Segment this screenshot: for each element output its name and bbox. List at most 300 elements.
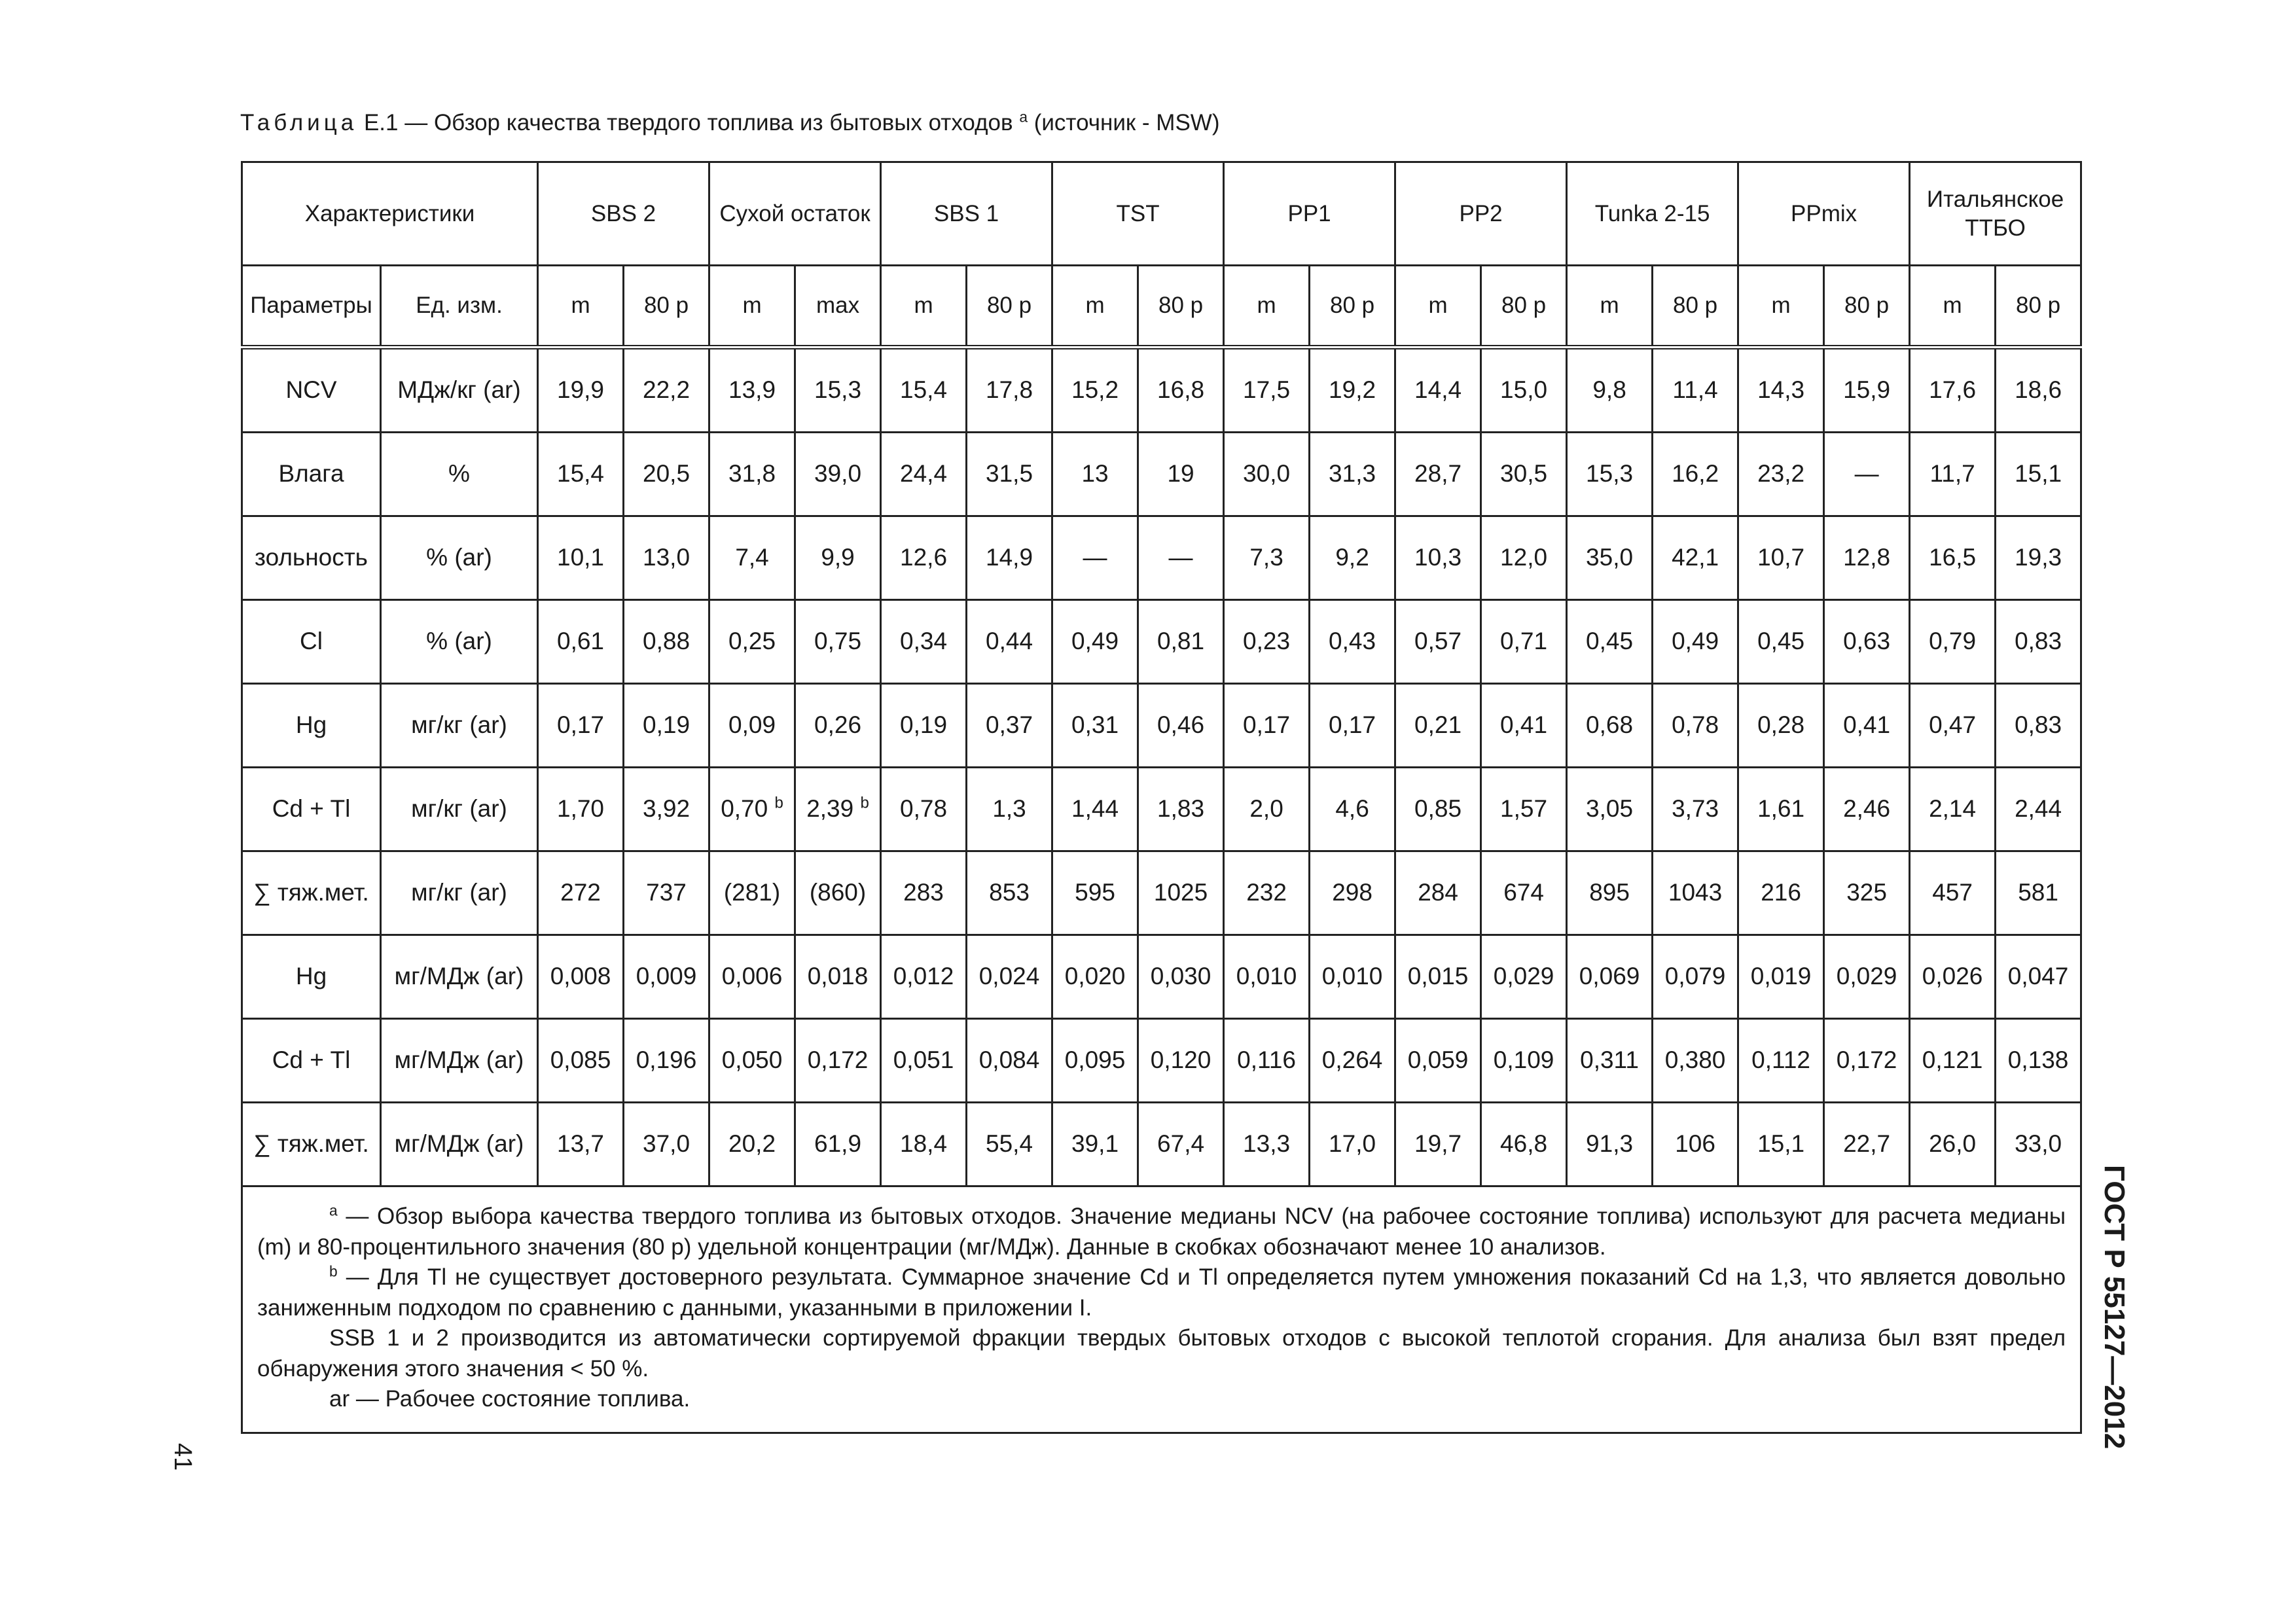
cell-value: 0,45 <box>1586 628 1634 655</box>
table-cell <box>1481 851 1567 935</box>
footnote-b-mark: b <box>329 1262 338 1280</box>
table-cell <box>1910 433 1996 516</box>
table-cell <box>1395 348 1481 433</box>
row-parameter: зольность <box>242 516 381 600</box>
table-cell <box>1224 433 1310 516</box>
cell-value: 0,079 <box>1664 963 1726 990</box>
cell-value: 0,051 <box>893 1046 954 1074</box>
cell-value: 7,3 <box>1249 544 1283 571</box>
table-row <box>242 516 2081 600</box>
cell-value: 61,9 <box>814 1130 862 1158</box>
header-subcol: max <box>795 266 881 348</box>
table-cell <box>1052 851 1138 935</box>
cell-value: 10,3 <box>1414 544 1462 571</box>
cell-value: 19,9 <box>557 376 605 404</box>
cell-value: 13,3 <box>1243 1130 1291 1158</box>
cell-value: 0,085 <box>550 1046 611 1074</box>
table-cell <box>624 600 709 684</box>
table-cell <box>1138 600 1224 684</box>
table-cell <box>1224 516 1310 600</box>
cell-value: 31,5 <box>986 460 1033 488</box>
table-cell <box>538 768 624 851</box>
cell-value: 0,069 <box>1579 963 1640 990</box>
table-cell <box>1481 516 1567 600</box>
header-subcol: m <box>881 266 967 348</box>
footnote-b-text: — Для Tl не существует достоверного результата. Суммарное значение Cd и Tl определяется путем умножения показаний Cd на 1,3, что является довольно заниженным подходом по сравнению с данными, указанными в приложении I. <box>257 1264 2066 1321</box>
cell-value: 0,380 <box>1664 1046 1726 1074</box>
table-cell <box>1824 348 1910 433</box>
table-cell <box>1738 600 1824 684</box>
cell-value: 0,008 <box>550 963 611 990</box>
cell-value: 0,138 <box>2007 1046 2069 1074</box>
table-cell <box>795 851 881 935</box>
table-cell <box>538 348 624 433</box>
table-cell <box>1738 348 1824 433</box>
table-cell <box>1910 516 1996 600</box>
table-cell <box>967 348 1052 433</box>
cell-value: 1043 <box>1668 879 1723 906</box>
footnote-b <box>257 1262 2066 1323</box>
cell-value: 0,172 <box>1836 1046 1897 1074</box>
cell-value: 2,46 <box>1843 795 1891 823</box>
cell-value: 0,019 <box>1750 963 1812 990</box>
table-cell <box>1395 935 1481 1019</box>
cell-value: 0,120 <box>1150 1046 1211 1074</box>
cell-value: 0,010 <box>1236 963 1297 990</box>
cell-value: 0,49 <box>1672 628 1719 655</box>
cell-value: 0,31 <box>1071 711 1119 739</box>
cell-value: 0,78 <box>1672 711 1719 739</box>
table-cell <box>967 1103 1052 1186</box>
table-cell <box>1910 1019 1996 1103</box>
header-subcol: 80 p <box>1310 266 1395 348</box>
table-cell <box>1996 768 2081 851</box>
cell-value: 0,050 <box>721 1046 783 1074</box>
table-cell <box>1481 600 1567 684</box>
header-group: PP2 <box>1395 162 1567 266</box>
cell-value: 0,34 <box>900 628 948 655</box>
cell-value: 3,92 <box>643 795 691 823</box>
cell-value: 737 <box>646 879 687 906</box>
header-subcol: 80 p <box>1996 266 2081 348</box>
table-cell <box>709 516 795 600</box>
cell-value: 0,116 <box>1237 1046 1296 1074</box>
cell-value: 0,112 <box>1751 1046 1810 1074</box>
table-cell <box>1224 600 1310 684</box>
table-cell <box>967 935 1052 1019</box>
table-cell <box>624 851 709 935</box>
cell-value: 0,015 <box>1407 963 1469 990</box>
cell-value: 7,4 <box>735 544 769 571</box>
header-subcol: 80 p <box>1138 266 1224 348</box>
table-cell <box>967 851 1052 935</box>
table-cell <box>1481 348 1567 433</box>
cell-value: 2,44 <box>2015 795 2062 823</box>
table-cell <box>709 684 795 768</box>
cell-value: 0,25 <box>728 628 776 655</box>
table-cell <box>967 516 1052 600</box>
table-cell <box>1052 1103 1138 1186</box>
table-cell <box>1310 935 1395 1019</box>
table-cell <box>1138 1019 1224 1103</box>
header-group: TST <box>1052 162 1224 266</box>
table-body <box>242 162 2081 1433</box>
cell-value: 0,006 <box>721 963 783 990</box>
table-cell <box>881 433 967 516</box>
table-cell <box>881 516 967 600</box>
row-unit: МДж/кг (ar) <box>381 348 538 433</box>
table-cell <box>1824 1103 1910 1186</box>
table-cell <box>1310 516 1395 600</box>
cell-value: 3,73 <box>1672 795 1719 823</box>
cell-value: 0,41 <box>1843 711 1891 739</box>
header-row-groups <box>242 162 2081 266</box>
table-cell <box>538 516 624 600</box>
cell-value: — <box>1083 544 1107 571</box>
table-cell <box>624 348 709 433</box>
table-cell <box>795 1103 881 1186</box>
table-cell <box>1996 935 2081 1019</box>
table-row <box>242 1103 2081 1186</box>
table-cell <box>1567 433 1653 516</box>
table-cell <box>1052 684 1138 768</box>
header-units: Ед. изм. <box>381 266 538 348</box>
row-parameter: Hg <box>242 684 381 768</box>
table-row <box>242 768 2081 851</box>
cell-value: 1,3 <box>992 795 1026 823</box>
cell-value: 0,109 <box>1493 1046 1554 1074</box>
table-cell <box>709 1103 795 1186</box>
cell-value: 0,059 <box>1407 1046 1469 1074</box>
table-cell <box>1224 684 1310 768</box>
table-cell <box>1481 935 1567 1019</box>
table-cell <box>1395 851 1481 935</box>
cell-value: 0,46 <box>1157 711 1205 739</box>
cell-value: 31,3 <box>1329 460 1376 488</box>
row-unit: мг/МДж (ar) <box>381 935 538 1019</box>
cell-value: 9,9 <box>821 544 855 571</box>
table-cell <box>1310 684 1395 768</box>
cell-value: 0,09 <box>728 711 776 739</box>
cell-value: 1025 <box>1153 879 1208 906</box>
row-unit: % <box>381 433 538 516</box>
cell-value: 26,0 <box>1929 1130 1977 1158</box>
table-cell <box>1567 1103 1653 1186</box>
table-row <box>242 1019 2081 1103</box>
cell-footnote-mark: b <box>860 794 869 813</box>
header-subcol: m <box>1738 266 1824 348</box>
table-cell <box>1653 600 1738 684</box>
table-cell <box>795 1019 881 1103</box>
cell-value: 0,172 <box>807 1046 869 1074</box>
cell-value: 216 <box>1761 879 1801 906</box>
row-unit: мг/МДж (ar) <box>381 1103 538 1186</box>
cell-value: 0,009 <box>636 963 697 990</box>
table-row <box>242 684 2081 768</box>
cell-value: 28,7 <box>1414 460 1462 488</box>
cell-value: 33,0 <box>2015 1130 2062 1158</box>
table-cell <box>709 768 795 851</box>
cell-value: 0,70 <box>721 795 768 823</box>
header-subcol: m <box>1395 266 1481 348</box>
header-group: Сухой остаток <box>709 162 881 266</box>
table-cell <box>1567 1019 1653 1103</box>
table-cell <box>795 600 881 684</box>
table-cell <box>881 348 967 433</box>
cell-value: 15,9 <box>1843 376 1891 404</box>
cell-value: 13,7 <box>557 1130 605 1158</box>
cell-value: 581 <box>2018 879 2058 906</box>
table-cell <box>1996 600 2081 684</box>
table-cell <box>1567 348 1653 433</box>
table-footnotes <box>242 1186 2081 1433</box>
table-cell <box>1910 348 1996 433</box>
table-cell <box>967 433 1052 516</box>
cell-value: 18,6 <box>2015 376 2062 404</box>
table-cell <box>967 684 1052 768</box>
cell-value: 0,83 <box>2015 711 2062 739</box>
cell-value: — <box>1854 460 1879 488</box>
table-cell <box>967 1019 1052 1103</box>
cell-value: 0,71 <box>1500 628 1548 655</box>
row-unit: мг/кг (ar) <box>381 768 538 851</box>
table-cell <box>1567 851 1653 935</box>
cell-value: 9,2 <box>1335 544 1369 571</box>
cell-value: 0,85 <box>1414 795 1462 823</box>
cell-value: 0,19 <box>900 711 948 739</box>
row-parameter: ∑ тяж.мет. <box>242 851 381 935</box>
cell-value: 0,030 <box>1150 963 1211 990</box>
table-cell <box>1653 1103 1738 1186</box>
cell-value: 0,121 <box>1922 1046 1983 1074</box>
row-parameter: ∑ тяж.мет. <box>242 1103 381 1186</box>
cell-value: 15,1 <box>2015 460 2062 488</box>
cell-value: 16,2 <box>1672 460 1719 488</box>
header-group: PP1 <box>1224 162 1395 266</box>
cell-value: 0,311 <box>1580 1046 1639 1074</box>
cell-value: 15,4 <box>557 460 605 488</box>
cell-value: 0,45 <box>1757 628 1805 655</box>
cell-value: 0,026 <box>1922 963 1983 990</box>
cell-value: 106 <box>1675 1130 1715 1158</box>
row-unit: мг/МДж (ar) <box>381 1019 538 1103</box>
footnote-a <box>257 1202 2066 1262</box>
cell-value: 46,8 <box>1500 1130 1548 1158</box>
cell-value: 674 <box>1503 879 1544 906</box>
table-cell <box>881 851 967 935</box>
table-cell <box>1738 851 1824 935</box>
table-cell <box>881 1019 967 1103</box>
table-cell <box>1910 851 1996 935</box>
cell-value: 0,012 <box>893 963 954 990</box>
row-unit: мг/кг (ar) <box>381 684 538 768</box>
cell-value: 0,75 <box>814 628 862 655</box>
caption-prefix: Таблица <box>240 110 358 135</box>
row-unit: мг/кг (ar) <box>381 851 538 935</box>
cell-value: 0,63 <box>1843 628 1891 655</box>
header-row-subcols <box>242 266 2081 348</box>
table-cell <box>1052 600 1138 684</box>
table-cell <box>1395 516 1481 600</box>
cell-value: 0,047 <box>2007 963 2069 990</box>
table-cell <box>1310 1019 1395 1103</box>
header-subcol: m <box>709 266 795 348</box>
table-cell <box>1738 768 1824 851</box>
table-cell <box>795 768 881 851</box>
cell-value: 283 <box>903 879 944 906</box>
cell-value: 30,5 <box>1500 460 1548 488</box>
table-cell <box>1138 684 1224 768</box>
cell-value: 0,23 <box>1243 628 1291 655</box>
cell-value: 0,49 <box>1071 628 1119 655</box>
table-cell <box>1052 935 1138 1019</box>
footnote-ar: ar — Рабочее состояние топлива. <box>329 1386 691 1412</box>
cell-value: 2,39 <box>806 795 854 823</box>
table-cell <box>967 768 1052 851</box>
cell-value: 0,029 <box>1493 963 1554 990</box>
table-cell <box>1310 851 1395 935</box>
table-cell <box>1224 768 1310 851</box>
footnote-ssb: SSB 1 и 2 производится из автоматически сортируемой фракции твердых бытовых отходов с высокой теплотой сгорания. Для анализа был взят предел обнаружения этого значения < 50 %. <box>257 1325 2066 1382</box>
footnote-a-mark: а <box>329 1202 338 1219</box>
table-cell <box>1996 348 2081 433</box>
table-row <box>242 935 2081 1019</box>
table-cell <box>1138 433 1224 516</box>
cell-value: 35,0 <box>1586 544 1634 571</box>
cell-value: 13,9 <box>728 376 776 404</box>
document-standard-title: ГОСТ Р 55127—2012 <box>2098 1165 2130 1450</box>
cell-value: 0,61 <box>557 628 605 655</box>
table-cell <box>624 1103 709 1186</box>
table-cell <box>795 348 881 433</box>
table-cell <box>795 433 881 516</box>
table-cell <box>1653 433 1738 516</box>
table-cell <box>1224 348 1310 433</box>
cell-value: 0,029 <box>1836 963 1897 990</box>
row-unit: % (ar) <box>381 516 538 600</box>
table-cell <box>1567 516 1653 600</box>
cell-value: (281) <box>723 879 781 906</box>
cell-value: 15,3 <box>1586 460 1634 488</box>
table-cell <box>1481 684 1567 768</box>
cell-value: 15,1 <box>1757 1130 1805 1158</box>
table-cell <box>1310 433 1395 516</box>
cell-value: 11,4 <box>1672 376 1718 404</box>
row-parameter: Hg <box>242 935 381 1019</box>
notes-row <box>242 1186 2081 1433</box>
header-subcol: 80 p <box>1481 266 1567 348</box>
cell-value: 15,2 <box>1071 376 1119 404</box>
cell-value: 37,0 <box>643 1130 691 1158</box>
cell-value: 16,8 <box>1157 376 1205 404</box>
table-cell <box>1395 1103 1481 1186</box>
cell-value: 0,28 <box>1757 711 1805 739</box>
table-cell <box>538 684 624 768</box>
cell-value: 12,6 <box>900 544 948 571</box>
cell-value: 0,81 <box>1157 628 1205 655</box>
table-cell <box>1310 1103 1395 1186</box>
cell-value: 1,57 <box>1500 795 1548 823</box>
table-cell <box>709 433 795 516</box>
table-cell <box>1138 1103 1224 1186</box>
cell-value: 0,68 <box>1586 711 1634 739</box>
table-cell <box>709 1019 795 1103</box>
table-cell <box>1824 433 1910 516</box>
cell-value: 0,83 <box>2015 628 2062 655</box>
table-cell <box>1738 935 1824 1019</box>
table-cell <box>1567 768 1653 851</box>
cell-value: 0,17 <box>1329 711 1376 739</box>
cell-value: 1,70 <box>557 795 605 823</box>
table-cell <box>795 516 881 600</box>
cell-value: 23,2 <box>1757 460 1805 488</box>
table-cell <box>709 348 795 433</box>
table-row <box>242 851 2081 935</box>
row-parameter: Cd + Tl <box>242 1019 381 1103</box>
table-cell <box>1567 684 1653 768</box>
cell-value: 22,2 <box>643 376 691 404</box>
cell-value: 10,7 <box>1757 544 1805 571</box>
table-cell <box>1138 516 1224 600</box>
table-cell <box>967 600 1052 684</box>
table-cell <box>1653 768 1738 851</box>
cell-value: 0,010 <box>1321 963 1383 990</box>
cell-value: 1,61 <box>1757 795 1805 823</box>
cell-value: 298 <box>1332 879 1372 906</box>
table-cell <box>1996 851 2081 935</box>
table-cell <box>1224 851 1310 935</box>
cell-value: 12,0 <box>1500 544 1548 571</box>
table-cell <box>795 935 881 1019</box>
table-caption <box>240 110 1219 136</box>
header-subcol: 80 p <box>624 266 709 348</box>
cell-value: 0,78 <box>900 795 948 823</box>
table-cell <box>1738 516 1824 600</box>
table-cell <box>1738 433 1824 516</box>
table-cell <box>1138 851 1224 935</box>
table-cell <box>624 935 709 1019</box>
table-cell <box>881 768 967 851</box>
cell-value: 0,196 <box>636 1046 697 1074</box>
table-cell <box>538 600 624 684</box>
cell-value: 31,8 <box>728 460 776 488</box>
cell-value: 0,19 <box>643 711 691 739</box>
cell-value: 0,018 <box>807 963 869 990</box>
cell-value: 853 <box>989 879 1030 906</box>
header-subcol: 80 p <box>1824 266 1910 348</box>
table-cell <box>1996 1019 2081 1103</box>
page-number: 41 <box>169 1443 196 1471</box>
table-cell <box>1138 348 1224 433</box>
table-cell <box>1910 1103 1996 1186</box>
table-cell <box>1910 684 1996 768</box>
cell-value: 91,3 <box>1586 1130 1634 1158</box>
header-parameters: Параметры <box>242 266 381 348</box>
row-unit: % (ar) <box>381 600 538 684</box>
table-cell <box>624 768 709 851</box>
table-cell <box>1824 516 1910 600</box>
cell-value: 0,26 <box>814 711 862 739</box>
cell-value: 232 <box>1246 879 1287 906</box>
cell-value: 9,8 <box>1592 376 1626 404</box>
table-cell <box>1824 935 1910 1019</box>
table-cell <box>1052 433 1138 516</box>
table-cell <box>1567 935 1653 1019</box>
cell-value: 17,5 <box>1243 376 1291 404</box>
cell-value: 42,1 <box>1672 544 1719 571</box>
table-row <box>242 348 2081 433</box>
cell-value: 0,095 <box>1064 1046 1126 1074</box>
